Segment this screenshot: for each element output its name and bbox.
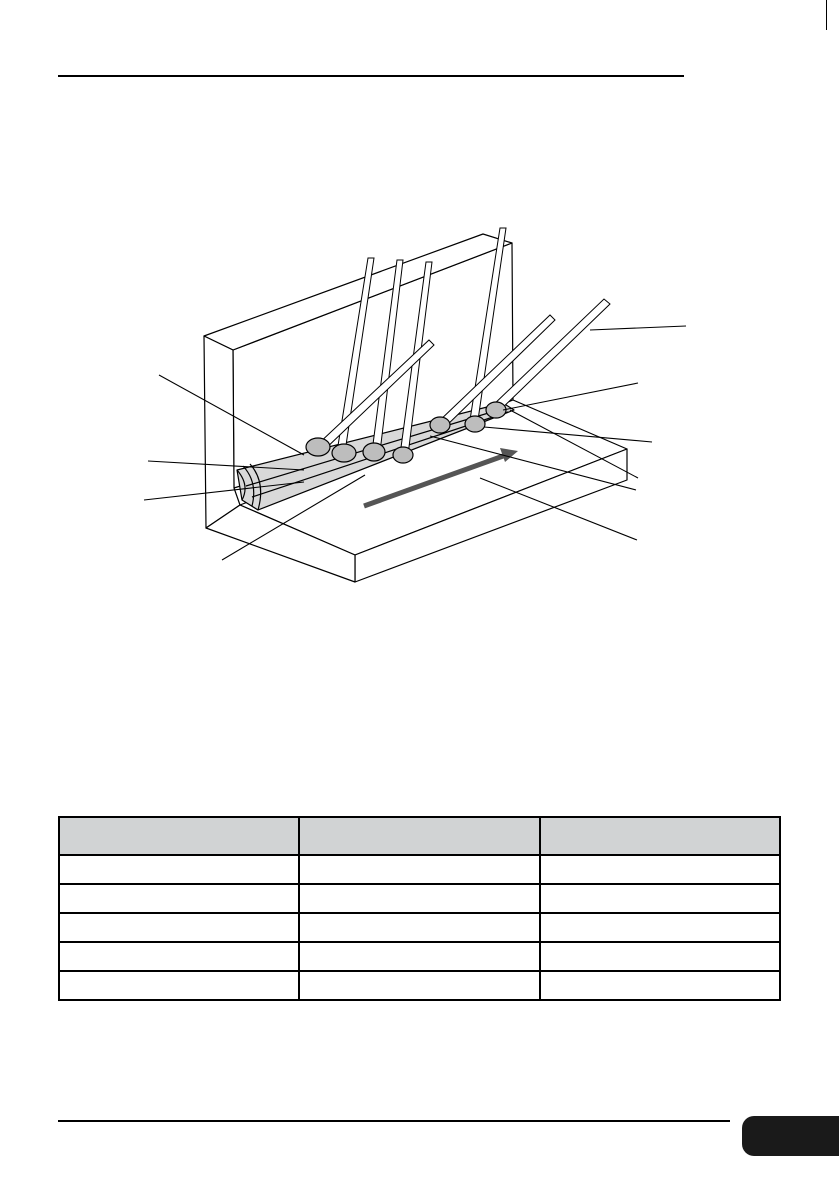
table-cell <box>299 971 539 1000</box>
table-cell <box>59 942 299 971</box>
table-row <box>59 942 780 971</box>
table-header-cell <box>299 817 539 855</box>
table-cell <box>540 913 780 942</box>
page-number-tab <box>742 1116 839 1156</box>
table-cell <box>540 884 780 913</box>
table-row <box>59 855 780 884</box>
table-cell <box>299 855 539 884</box>
table-row <box>59 971 780 1000</box>
table-cell <box>299 913 539 942</box>
data-table <box>58 816 781 1001</box>
table-cell <box>59 971 299 1000</box>
table-header-cell <box>540 817 780 855</box>
table-cell <box>540 971 780 1000</box>
table-header-cell <box>59 817 299 855</box>
table-cell <box>59 884 299 913</box>
table-row <box>59 913 780 942</box>
table-cell <box>540 942 780 971</box>
table-cell <box>540 855 780 884</box>
table-row <box>59 884 780 913</box>
table-header-row <box>59 817 780 855</box>
footer-rule <box>58 1120 730 1122</box>
table-cell <box>299 942 539 971</box>
table-cell <box>59 855 299 884</box>
table-cell <box>59 913 299 942</box>
table-cell <box>299 884 539 913</box>
